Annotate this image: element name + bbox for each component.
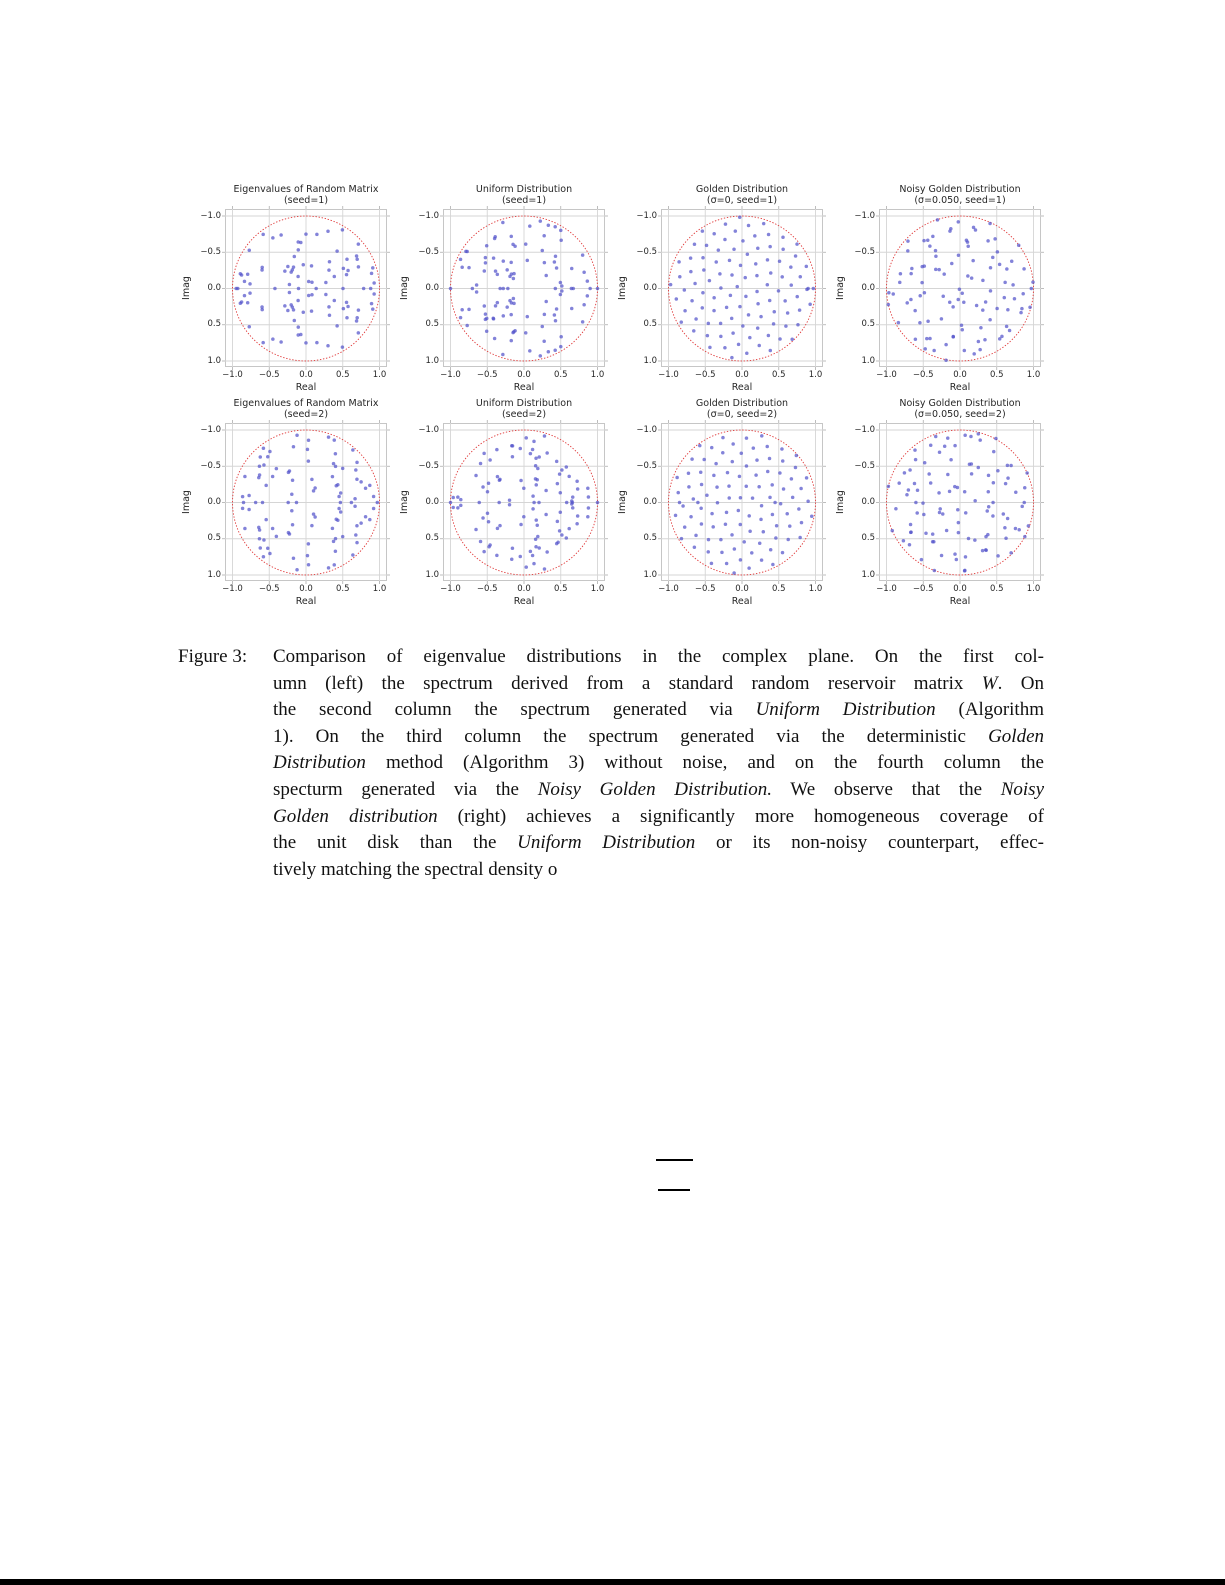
x-tick-label: −0.5 xyxy=(694,370,716,380)
scatter-subplot xyxy=(397,398,615,614)
scatter-subplot xyxy=(179,184,397,400)
y-tick-label: −0.5 xyxy=(636,460,657,471)
caption-line: tively matching the spectral density o xyxy=(273,858,558,880)
y-tick-label: −1.0 xyxy=(418,424,439,435)
x-axis-label: Real xyxy=(949,596,971,607)
x-tick-label: −1.0 xyxy=(876,370,897,380)
plot-title xyxy=(879,184,1041,206)
x-tick-label: −1.0 xyxy=(440,370,461,380)
x-axis-label: Real xyxy=(731,596,753,607)
x-tick-label: 0.5 xyxy=(553,584,568,594)
y-tick-label: 0.0 xyxy=(207,283,221,293)
plot-title-line1: Noisy Golden Distribution xyxy=(899,398,1021,409)
x-tick-label: 0.5 xyxy=(335,584,350,594)
plot-title-line2: (seed=1) xyxy=(501,195,547,206)
scatter-subplot xyxy=(615,184,833,400)
plot-title-line2: (σ=0.050, seed=2) xyxy=(914,409,1006,420)
x-axis-label: Real xyxy=(949,382,971,393)
x-tick-label: 0.5 xyxy=(771,584,786,594)
y-tick-label: 0.5 xyxy=(861,319,875,330)
y-tick-label: −1.0 xyxy=(636,424,657,435)
plot-canvas xyxy=(879,423,1041,581)
scatter-subplot xyxy=(615,398,833,614)
caption-line: Golden distribution (right) achieves a significantly more homogeneous coverage of xyxy=(273,805,1044,827)
plot-title xyxy=(661,184,823,206)
plot-canvas xyxy=(661,423,823,581)
y-tick-label: 1.0 xyxy=(207,569,221,580)
y-tick-label: 0.0 xyxy=(643,497,657,507)
y-tick-label: −1.0 xyxy=(854,424,875,435)
y-tick-label: 1.0 xyxy=(425,569,439,580)
y-tick-label: −0.5 xyxy=(854,460,875,471)
x-tick-label: −0.5 xyxy=(476,584,498,594)
x-tick-label: 1.0 xyxy=(372,370,387,380)
y-tick-label: −0.5 xyxy=(854,246,875,257)
short-rule-top xyxy=(656,1159,693,1161)
x-tick-label: 1.0 xyxy=(808,584,823,594)
x-tick-label: −0.5 xyxy=(258,370,280,380)
y-tick-label: 1.0 xyxy=(207,355,221,366)
plot-title-line1: Golden Distribution xyxy=(695,398,789,409)
caption-line: Comparison of eigenvalue distributions in the complex plane. On the first col- xyxy=(273,646,1044,667)
plot-canvas xyxy=(879,209,1041,367)
plot-canvas xyxy=(443,209,605,367)
y-axis-label: Imag xyxy=(181,276,192,300)
y-tick-label: −0.5 xyxy=(418,460,439,471)
scatter-subplot xyxy=(833,398,1051,614)
y-tick-label: 0.5 xyxy=(425,533,439,544)
x-tick-label: −1.0 xyxy=(222,584,243,594)
y-tick-label: 0.5 xyxy=(643,533,657,544)
x-tick-label: 0.0 xyxy=(953,584,967,594)
x-tick-label: 0.0 xyxy=(517,584,531,594)
short-rule-bottom xyxy=(658,1189,690,1191)
x-tick-label: −1.0 xyxy=(658,370,679,380)
plot-title-line2: (seed=2) xyxy=(283,409,329,420)
plot-title xyxy=(225,398,387,420)
y-tick-label: 0.0 xyxy=(861,283,875,293)
x-axis-label: Real xyxy=(295,382,317,393)
y-tick-label: −0.5 xyxy=(200,460,221,471)
y-tick-label: −0.5 xyxy=(418,246,439,257)
x-tick-label: −0.5 xyxy=(694,584,716,594)
y-tick-label: 0.5 xyxy=(207,533,221,544)
y-tick-label: −1.0 xyxy=(200,210,221,221)
plot-title-line2: (σ=0.050, seed=1) xyxy=(914,195,1006,206)
y-axis-label: Imag xyxy=(399,490,410,514)
x-axis-label: Real xyxy=(513,382,535,393)
x-tick-label: 0.5 xyxy=(771,370,786,380)
y-axis-label: Imag xyxy=(617,490,628,514)
x-tick-label: 1.0 xyxy=(808,370,823,380)
x-axis-label: Real xyxy=(513,596,535,607)
y-tick-label: −1.0 xyxy=(854,210,875,221)
caption-line: umn (left) the spectrum derived from a standard random reservoir matrix W. On xyxy=(273,672,1044,694)
x-tick-label: 0.0 xyxy=(735,370,749,380)
x-tick-label: 0.5 xyxy=(989,584,1004,594)
x-tick-label: −0.5 xyxy=(476,370,498,380)
x-tick-label: 1.0 xyxy=(590,370,605,380)
plot-canvas xyxy=(443,423,605,581)
y-tick-label: 0.0 xyxy=(643,283,657,293)
y-axis-label: Imag xyxy=(835,490,846,514)
y-tick-label: 1.0 xyxy=(643,355,657,366)
x-tick-label: −0.5 xyxy=(258,584,280,594)
x-tick-label: 0.5 xyxy=(335,370,350,380)
y-tick-label: 0.5 xyxy=(861,533,875,544)
plot-title-line2: (seed=2) xyxy=(501,409,547,420)
caption-line: the unit disk than the Uniform Distribution or its non-noisy counterpart, effec- xyxy=(273,832,1044,854)
plot-canvas xyxy=(661,209,823,367)
plot-title-line1: Golden Distribution xyxy=(695,184,789,195)
plot-title-line1: Uniform Distribution xyxy=(475,398,573,409)
plot-title xyxy=(225,184,387,206)
y-axis-label: Imag xyxy=(399,276,410,300)
caption-line: Distribution method (Algorithm 3) without noise, and on the fourth column the xyxy=(273,752,1044,774)
x-tick-label: 0.5 xyxy=(989,370,1004,380)
x-tick-label: 1.0 xyxy=(1026,584,1041,594)
x-tick-label: 0.5 xyxy=(553,370,568,380)
y-axis-label: Imag xyxy=(617,276,628,300)
figure-caption-label: Figure 3: xyxy=(178,646,248,667)
y-tick-label: 0.0 xyxy=(425,283,439,293)
x-axis-label: Real xyxy=(731,382,753,393)
y-tick-label: 0.5 xyxy=(643,319,657,330)
x-tick-label: −0.5 xyxy=(912,370,934,380)
x-tick-label: 0.0 xyxy=(953,370,967,380)
plot-title-line2: (σ=0, seed=1) xyxy=(706,195,778,206)
figure-caption-text xyxy=(273,644,1044,883)
y-tick-label: 0.5 xyxy=(425,319,439,330)
y-tick-label: 0.0 xyxy=(425,497,439,507)
x-tick-label: 0.0 xyxy=(517,370,531,380)
plot-title-line1: Uniform Distribution xyxy=(475,184,573,195)
x-tick-label: 0.0 xyxy=(299,584,313,594)
scatter-subplot xyxy=(397,184,615,400)
y-tick-label: −1.0 xyxy=(418,210,439,221)
x-tick-label: −1.0 xyxy=(222,370,243,380)
x-tick-label: −1.0 xyxy=(876,584,897,594)
page-bottom-edge-bar xyxy=(0,1579,1225,1585)
x-tick-label: 1.0 xyxy=(372,584,387,594)
plot-canvas xyxy=(225,423,387,581)
caption-line: the second column the spectrum generated via Uniform Distribution (Algorithm xyxy=(273,699,1044,721)
y-tick-label: 1.0 xyxy=(861,569,875,580)
x-tick-label: 1.0 xyxy=(1026,370,1041,380)
y-tick-label: 0.0 xyxy=(861,497,875,507)
y-tick-label: −1.0 xyxy=(200,424,221,435)
figure-caption xyxy=(178,644,1044,883)
plot-title-line1: Noisy Golden Distribution xyxy=(899,184,1021,195)
scatter-subplot xyxy=(179,398,397,614)
plot-title-line2: (σ=0, seed=2) xyxy=(706,409,778,420)
y-tick-label: 1.0 xyxy=(425,355,439,366)
plot-title xyxy=(443,184,605,206)
plot-title xyxy=(443,398,605,420)
plot-title-line2: (seed=1) xyxy=(283,195,329,206)
y-tick-label: −1.0 xyxy=(636,210,657,221)
y-tick-label: 1.0 xyxy=(643,569,657,580)
y-axis-label: Imag xyxy=(181,490,192,514)
plot-canvas xyxy=(225,209,387,367)
x-tick-label: −1.0 xyxy=(658,584,679,594)
x-tick-label: 1.0 xyxy=(590,584,605,594)
y-tick-label: 1.0 xyxy=(861,355,875,366)
y-tick-label: 0.5 xyxy=(207,319,221,330)
x-tick-label: −0.5 xyxy=(912,584,934,594)
x-axis-label: Real xyxy=(295,596,317,607)
x-tick-label: 0.0 xyxy=(299,370,313,380)
x-tick-label: −1.0 xyxy=(440,584,461,594)
y-tick-label: 0.0 xyxy=(207,497,221,507)
plot-title xyxy=(661,398,823,420)
caption-line: 1). On the third column the spectrum generated via the deterministic Golden xyxy=(273,725,1044,747)
plot-title xyxy=(879,398,1041,420)
caption-line: specturm generated via the Noisy Golden Distribution. We observe that the Noisy xyxy=(273,778,1044,800)
plot-title-line1: Eigenvalues of Random Matrix xyxy=(233,398,379,409)
y-tick-label: −0.5 xyxy=(200,246,221,257)
scatter-subplot xyxy=(833,184,1051,400)
y-tick-label: −0.5 xyxy=(636,246,657,257)
plot-title-line1: Eigenvalues of Random Matrix xyxy=(233,184,379,195)
y-axis-label: Imag xyxy=(835,276,846,300)
x-tick-label: 0.0 xyxy=(735,584,749,594)
